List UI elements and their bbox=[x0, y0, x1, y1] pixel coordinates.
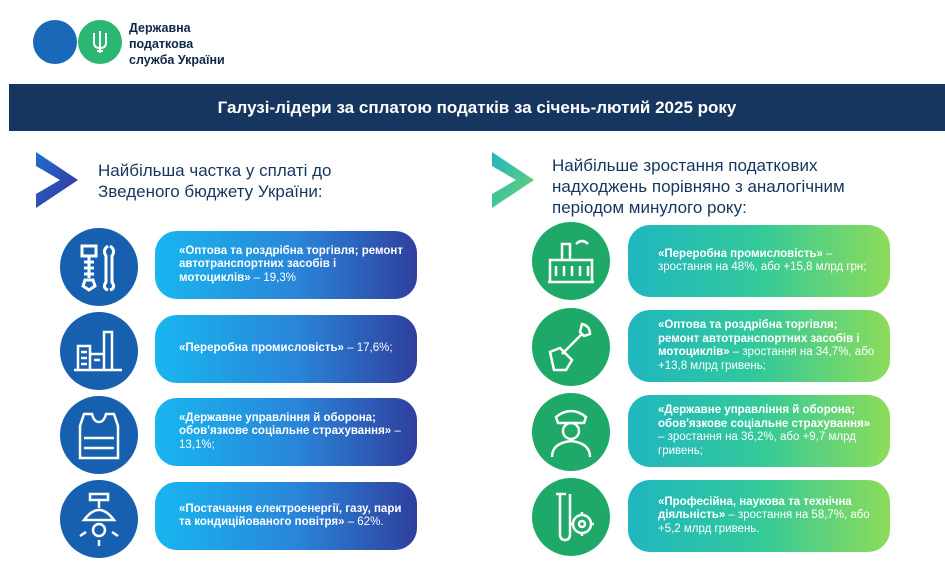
officer-icon bbox=[532, 393, 610, 471]
right-heading: Найбільше зростання податкових надходжень порівняно з аналогічним періодом минулого року: bbox=[552, 156, 845, 217]
card-title: «Оптова та роздрібна торгівля; ремонт автотранспортних засобів і мотоциклів» bbox=[658, 319, 860, 358]
dps-logo bbox=[33, 18, 263, 70]
right-card-1 bbox=[628, 225, 890, 297]
card-title: «Постачання електроенергії, газу, пари та кондиційованого повітря» bbox=[179, 502, 402, 528]
banner-title: Галузі-лідери за сплатою податків за січень-лютий 2025 року bbox=[9, 84, 945, 131]
logo-green-circle bbox=[78, 20, 122, 64]
card-title: «Переробна промисловість» bbox=[179, 342, 344, 355]
trident-icon bbox=[90, 29, 110, 55]
left-card-1 bbox=[155, 231, 417, 299]
vest-icon bbox=[60, 396, 138, 474]
left-card-3 bbox=[155, 398, 417, 466]
factory-icon bbox=[532, 222, 610, 300]
right-card-2 bbox=[628, 310, 890, 382]
left-heading: Найбільша частка у сплаті до Зведеного бюджету України: bbox=[98, 161, 332, 201]
card-title: «Державне управління й оборона; обов'язкове соціальне страхування» bbox=[179, 411, 392, 438]
card-value: – зростання на 36,2%, або +9,7 млрд гривень; bbox=[658, 431, 856, 457]
factory-icon bbox=[60, 312, 138, 390]
chevron-right-icon bbox=[34, 150, 80, 210]
right-card-3 bbox=[628, 395, 890, 467]
left-card-2 bbox=[155, 315, 417, 383]
card-title: «Оптова та роздрібна торгівля; ремонт автотранспортних засобів і мотоциклів» bbox=[179, 244, 403, 284]
logo-blue-circle bbox=[33, 20, 77, 64]
right-card-4 bbox=[628, 480, 890, 552]
tools-icon bbox=[60, 228, 138, 306]
left-card-4 bbox=[155, 482, 417, 550]
org-name: Державна податкова служба України bbox=[129, 21, 225, 67]
card-value: – 19,3% bbox=[250, 271, 297, 284]
card-title: «Професійна, наукова та технічна діяльність» bbox=[658, 495, 852, 522]
lamp-icon bbox=[60, 480, 138, 558]
card-value: – зростання на 34,7%, або +13,8 млрд гривень; bbox=[658, 346, 875, 372]
card-title: «Переробна промисловість» bbox=[658, 247, 823, 260]
card-value: – 13,1%; bbox=[179, 425, 401, 451]
card-value: – зростання на 48%, або +15,8 млрд грн; bbox=[658, 247, 867, 273]
card-value: – 62%. bbox=[344, 516, 384, 528]
card-value: – 17,6%; bbox=[343, 342, 393, 355]
card-title: «Державне управління й оборона; обов'язкове соціальне страхування» bbox=[658, 404, 871, 430]
science-icon bbox=[532, 478, 610, 556]
wrench-hand-icon bbox=[532, 308, 610, 386]
chevron-right-icon bbox=[490, 150, 536, 210]
card-value: – зростання на 58,7%, або +5,2 млрд гривень. bbox=[658, 509, 870, 535]
